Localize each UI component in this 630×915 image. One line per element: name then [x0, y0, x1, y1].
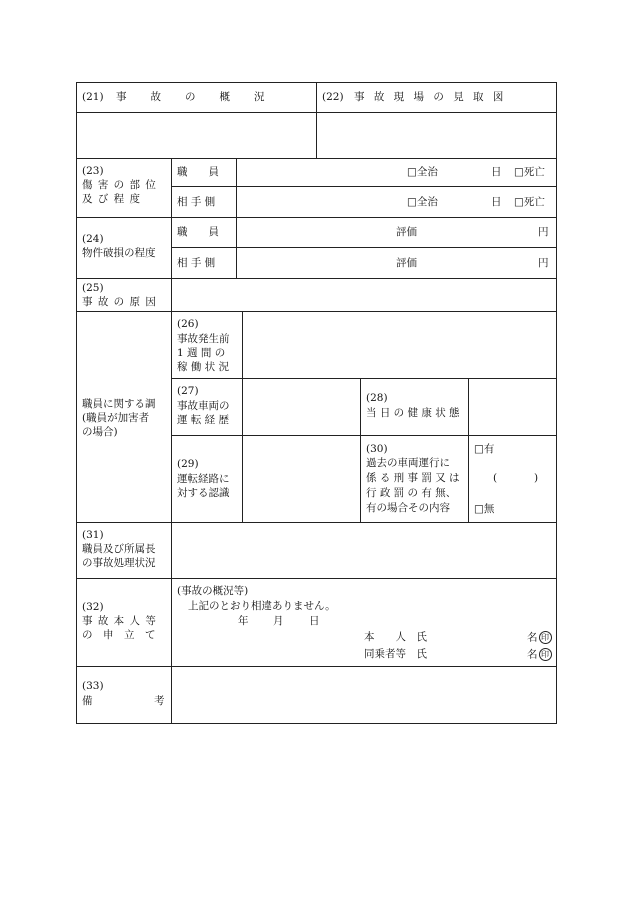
- sec31-number: (31): [82, 529, 104, 541]
- sec25-label: 事 故 の 原 因: [82, 296, 157, 308]
- sec28-number: (28): [366, 392, 388, 404]
- sec26-number: (26): [177, 318, 199, 330]
- sec21-number: (21): [82, 91, 104, 103]
- rule: [171, 247, 557, 248]
- rule: [468, 378, 469, 522]
- rule: [76, 217, 557, 218]
- sec22-number: (22): [322, 91, 344, 103]
- statement-signer-passenger-name: [527, 648, 552, 662]
- sec30-paren-close: ): [534, 472, 539, 484]
- sec23-label-line1: 傷 害 の 部 位: [82, 179, 157, 191]
- name-suffix-label: 名: [527, 648, 538, 661]
- sec32-label-line1: 事 故 本 人 等: [82, 615, 157, 627]
- statement-date-day: 日: [309, 615, 320, 627]
- name-suffix-label: 名: [527, 631, 538, 644]
- injury-other-days-unit: 日: [491, 196, 502, 208]
- rule: [76, 723, 557, 724]
- staff-section-line2: (職員が加害者: [82, 412, 150, 424]
- rule: [556, 82, 557, 724]
- sec33-number: (33): [82, 680, 104, 692]
- seal-icon: 印: [539, 648, 552, 661]
- injury-other-full-recovery: □全治: [407, 196, 438, 208]
- sec27-number: (27): [177, 385, 199, 397]
- sec30-label-line4: 有の場合その内容: [366, 502, 450, 514]
- statement-date-year: 年: [238, 615, 249, 627]
- injury-staff-full-recovery: □全治: [407, 166, 438, 178]
- damage-other-valuation: 評価: [396, 257, 417, 269]
- sec26-label-line1: 事故発生前: [177, 333, 230, 345]
- sec30-number: (30): [366, 443, 388, 455]
- sec32-number: (32): [82, 601, 104, 613]
- sec29-label-line2: 対する認識: [177, 487, 230, 499]
- rule: [316, 82, 317, 158]
- injury-other-death: □死亡: [514, 196, 545, 208]
- sec29-label-line1: 運転経路に: [177, 473, 230, 485]
- statement-signer-self-name: [527, 631, 552, 645]
- damage-party-staff: 職 員: [177, 226, 219, 238]
- sec26-label-line2: 1 週 間 の: [177, 347, 226, 359]
- sec22-label: 事 故 現 場 の 見 取 図: [354, 91, 507, 103]
- damage-staff-valuation: 評価: [396, 226, 417, 238]
- injury-staff-days-unit: 日: [491, 166, 502, 178]
- damage-other-unit: 円: [538, 257, 549, 269]
- sec24-number: (24): [82, 233, 104, 245]
- sec21-label: 事 故 の 概 況: [116, 91, 266, 103]
- injury-staff-death: □死亡: [514, 166, 545, 178]
- sec30-paren-open: (: [493, 472, 498, 484]
- rule: [360, 378, 361, 522]
- rule: [76, 578, 557, 579]
- staff-section-line1: 職員に関する調: [82, 398, 156, 410]
- rule: [171, 158, 172, 723]
- rule: [171, 186, 557, 187]
- sec29-number: (29): [177, 458, 199, 470]
- rule: [76, 278, 557, 279]
- statement-signer-self: 本 人 氏: [364, 631, 427, 643]
- rule: [76, 158, 557, 159]
- sec26-label-line3: 稼 働 状 況: [177, 361, 230, 373]
- rule: [171, 378, 557, 379]
- rule: [236, 158, 237, 278]
- accident-report-form: [76, 82, 557, 724]
- seal-icon: 印: [539, 631, 552, 644]
- rule: [171, 435, 557, 436]
- statement-body: 上記のとおり相違ありません。: [188, 600, 336, 612]
- sec31-label-line1: 職員及び所属長: [82, 543, 156, 555]
- sec32-label-line2: の 申 立 て: [82, 629, 156, 641]
- rule: [76, 82, 77, 724]
- sec28-label: 当 日 の 健 康 状 態: [366, 407, 460, 419]
- sec30-label-line1: 過去の車両運行に: [366, 457, 450, 469]
- sec33-label-line1: 備: [82, 695, 93, 707]
- staff-section-line3: の場合): [82, 426, 118, 438]
- sec30-yes-checkbox: □有: [474, 443, 495, 455]
- sec30-label-line2: 係 る 刑 事 罰 又 は: [366, 472, 460, 484]
- sec33-label-line2: 考: [154, 695, 165, 707]
- sec30-label-line3: 行 政 罰 の 有 無、: [366, 487, 457, 499]
- sec24-label: 物件破損の程度: [82, 247, 156, 259]
- injury-party-other: 相 手 側: [177, 196, 216, 208]
- sec23-number: (23): [82, 165, 104, 177]
- rule: [242, 311, 243, 522]
- statement-signer-passenger: 同乗者等 氏: [364, 648, 427, 660]
- rule: [76, 666, 557, 667]
- injury-party-staff: 職 員: [177, 166, 219, 178]
- sec27-label-line1: 事故車両の: [177, 400, 230, 412]
- sec30-no-checkbox: □無: [474, 503, 495, 515]
- sec23-label-line2: 及 び 程 度: [82, 193, 142, 205]
- statement-date-month: 月: [273, 615, 284, 627]
- sec31-label-line2: の事故処理状況: [82, 557, 156, 569]
- sec27-label-line2: 運 転 経 歴: [177, 414, 230, 426]
- rule: [76, 522, 557, 523]
- rule: [76, 311, 557, 312]
- statement-heading: (事故の概況等): [177, 585, 249, 597]
- sec25-number: (25): [82, 282, 104, 294]
- damage-party-other: 相 手 側: [177, 257, 216, 269]
- damage-staff-unit: 円: [538, 226, 549, 238]
